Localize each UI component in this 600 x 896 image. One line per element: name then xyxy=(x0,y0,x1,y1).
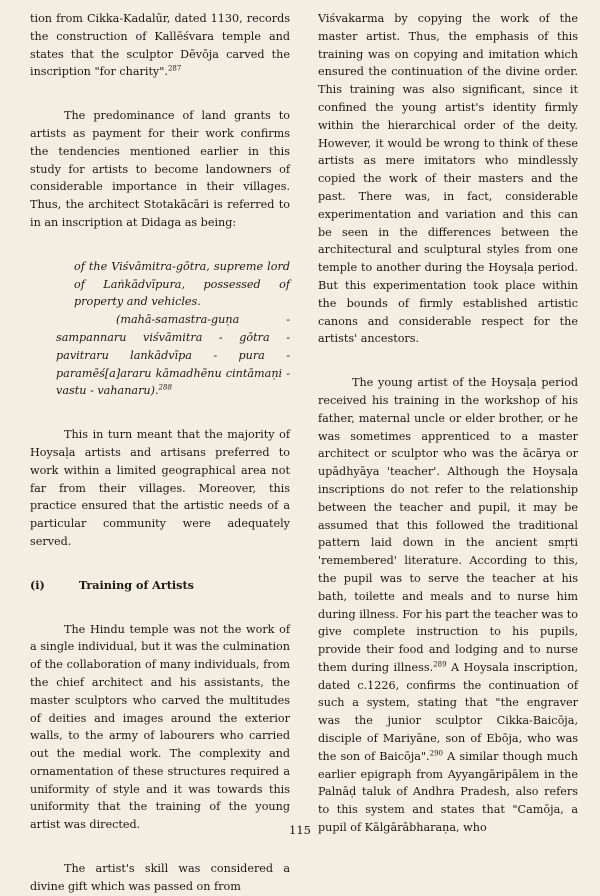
text-columns xyxy=(30,10,578,896)
page-number: 115 xyxy=(289,823,311,837)
footnote-ref: 289 xyxy=(433,660,447,669)
footnote-ref: 287 xyxy=(167,64,182,73)
paragraph: This in turn meant that the majority of Hoysaḷa artists and artisans preferred to work within a limited geographical area not far from their villages. Moreover, this practice ensured that the artistic needs of a particular community were adequately served. xyxy=(30,428,290,548)
paragraph: The artist's skill was considered a divine gift which was passed on from xyxy=(30,862,290,893)
paragraph: Viśvakarma by copying the work of the master artist. Thus, the emphasis of this training was on copying and imitation which ensured the continuation of the divine order. This training was also significant, since it confined the young artist's identity firmly within the hierarchical order of the deity. However, it would be wrong to think of these artists as mere imitators who mindlessly copied the work of their masters and the past. There was, in fact, considerable experimentation and variation and this can be seen in the differences between the architectural and sculptural styles from one temple to another during the Hoysaḷa period. But this experimentation took place within the bounds of firmly established artistic canons and considerable respect for the artists' ancestors. xyxy=(318,12,578,346)
paragraph: The young artist of the Hoysaḷa period received his training in the workshop of his father, maternal uncle or elder brother, or he was sometimes apprenticed to a master architect or sculptor who was the ācārya or upādhyāya 'teacher'. Although the Hoysaḷa inscriptions do not refer to the relationship between the teacher and pupil, it may be assumed that this followed the traditional pattern laid down in the ancient smṛti 'remembered' literature. According to this, the pupil was to serve the teacher at his bath, toilette and meals and to nurse him during illness. For his part the teacher was to give complete instruction to his pupils, provide their food and lodging and to nurse them during illness.$^{289}$ A Hoysala inscription, dated c.1226, confirms the continuation of such a system, stating that "the engraver was the junior sculptor Cikka-Baicōja, disciple of Mariyāne, son of Ebōja, who was the son of Baicōja".$^{290}$ A similar though much earlier epigraph from Ayyangāripālem in the Palnāḍ taluk of Andhra Pradesh, also refers to this system and states that "Camōja, a pupil of Kālgārābharaṇa, who xyxy=(318,376,579,835)
block-quote-english: of the Viśvāmitra-gōtra, supreme lord of Laṅkādvīpura, possessed of property and vehicles. xyxy=(74,259,290,309)
footnote-ref: 290 xyxy=(429,749,443,758)
footnote-ref: 288 xyxy=(158,383,172,392)
paragraph: tion from Cikka-Kadalūr, dated 1130, records the construction of Kallēśvara temple and states that the sculptor Dēvōja carved the inscription "for charity".$^{287}$ xyxy=(30,12,290,79)
section-number: (i) xyxy=(30,577,45,592)
right-column xyxy=(318,10,578,896)
paragraph: The Hindu temple was not the work of a single individual, but it was the culmination of the collaboration of many individuals, from the chief architect and his assistants, the master sculptors who carved the multitudes of deities and images around the exterior walls, to the army of labourers who carried out the medial work. The complexity and ornamentation of these structures required a uniformity of style and it was towards this uniformity that the training of the young artist was directed. xyxy=(30,622,290,832)
paragraph: The predominance of land grants to artists as payment for their work confirms the tendencies mentioned earlier in this study for artists to become landowners of considerable importance in their villages. Thus, the architect Stotakācāri is referred to in an inscription at Didaga as being: xyxy=(30,109,290,229)
block-quote-sanskrit: (mahā-samastra-guṇa - sampannaru viśvāmitra - gōtra - pavitraru lankādvīpa - pura - paramēś[a]araru kāmadhēnu cintāmaṇi - vastu - vahanaru).$^{288}$ xyxy=(56,313,290,398)
left-column xyxy=(30,10,290,896)
section-title: Training of Artists xyxy=(78,577,194,592)
section-heading xyxy=(30,577,290,595)
